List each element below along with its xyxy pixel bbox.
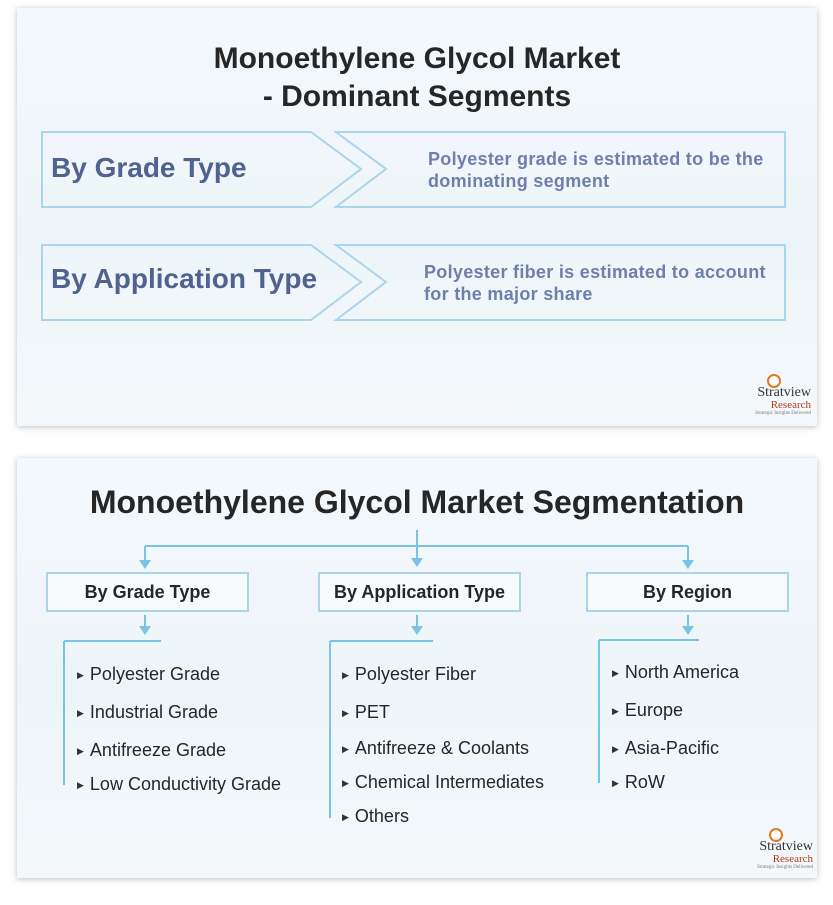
logo-tagline: Strategic Insights Delivered	[755, 411, 811, 416]
arrow-down-icon	[411, 558, 423, 567]
list-item: ▶ North America	[612, 662, 739, 682]
triangle-bullet-icon: ▶	[612, 778, 619, 788]
arrow-down-icon	[682, 560, 694, 569]
list-item: ▶ Europe	[612, 700, 683, 720]
arrow-down-icon	[682, 626, 694, 635]
list-item: ▶ Others	[342, 806, 409, 826]
triangle-bullet-icon: ▶	[612, 706, 619, 716]
dominant-segments-panel	[17, 8, 817, 426]
arrow-down-icon	[139, 626, 151, 635]
category-box-grade: By Grade Type	[46, 572, 249, 612]
segment-label-grade: By Grade Type	[51, 152, 247, 183]
triangle-bullet-icon: ▶	[77, 708, 84, 718]
segment-description-application: Polyester fiber is estimated to account for the major share	[424, 262, 766, 304]
logo-line-1: Stratview	[759, 839, 813, 854]
category-box-region: By Region	[586, 572, 789, 612]
list-item: ▶ PET	[342, 702, 390, 722]
list-item: ▶ Chemical Intermediates	[342, 772, 545, 792]
logo-tagline: Strategic Insights Delivered	[757, 865, 813, 870]
triangle-bullet-icon: ▶	[342, 670, 349, 680]
segment-description-grade: Polyester grade is estimated to be the dominating segment	[428, 149, 764, 191]
triangle-bullet-icon: ▶	[342, 778, 349, 788]
list-item: ▶ Polyester Fiber	[342, 664, 476, 684]
segment-label-application: By Application Type	[51, 263, 318, 294]
triangle-bullet-icon: ▶	[77, 670, 84, 680]
logo-line-1: Stratview	[757, 385, 811, 400]
stratview-logo	[731, 828, 813, 872]
triangle-bullet-icon: ▶	[342, 744, 349, 754]
dominant-segments-title	[17, 40, 817, 116]
list-item: ▶ Antifreeze Grade	[77, 740, 226, 760]
arrow-down-icon	[411, 626, 423, 635]
triangle-bullet-icon: ▶	[612, 744, 619, 754]
logo-line-2: Research	[772, 853, 813, 865]
segmentation-panel	[17, 458, 817, 878]
list-item: ▶ Industrial Grade	[77, 702, 218, 722]
segment-row-application	[41, 244, 786, 322]
list-item: ▶ Low Conductivity Grade	[77, 774, 282, 794]
title-line-2: - Dominant Segments	[262, 80, 572, 113]
triangle-bullet-icon: ▶	[342, 812, 349, 822]
list-item: ▶ Asia-Pacific	[612, 738, 719, 758]
triangle-bullet-icon: ▶	[342, 708, 349, 718]
triangle-bullet-icon: ▶	[77, 746, 84, 756]
logo-line-2: Research	[770, 399, 811, 411]
arrow-down-icon	[139, 560, 151, 569]
list-item: ▶ Antifreeze & Coolants	[342, 738, 530, 758]
stratview-logo	[729, 374, 811, 418]
list-item: ▶ RoW	[612, 772, 665, 792]
list-item: ▶ Polyester Grade	[77, 664, 220, 684]
segmentation-title: Monoethylene Glycol Market Segmentation	[89, 484, 745, 520]
segment-row-grade	[41, 131, 786, 209]
category-box-application: By Application Type	[318, 572, 521, 612]
title-line-1: Monoethylene Glycol Market	[213, 42, 621, 75]
triangle-bullet-icon: ▶	[612, 668, 619, 678]
triangle-bullet-icon: ▶	[77, 780, 84, 790]
